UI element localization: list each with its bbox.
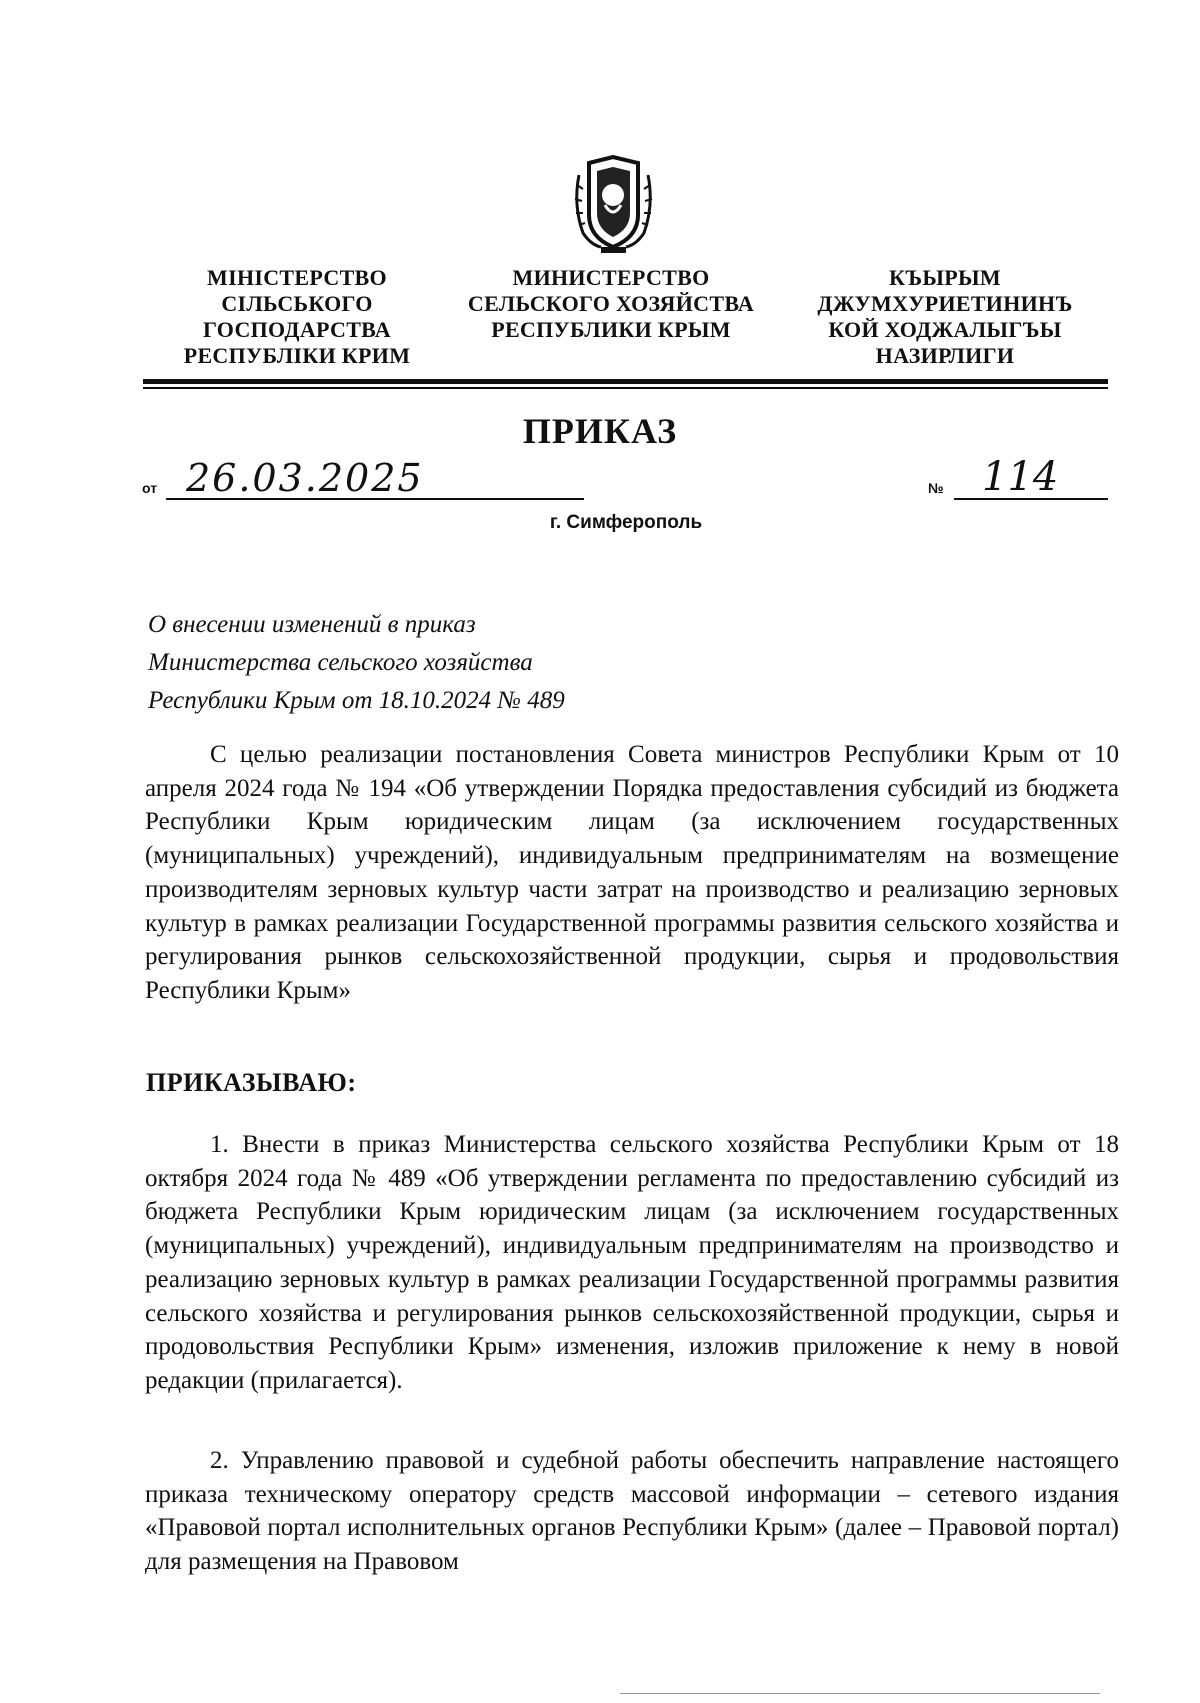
- order-item-2: 2. Управлению правовой и судебной работы обеспечить направление настоящего приказа техническому оператору средств массовой информации – сетевого издания «Правовой портал исполнительных органов Республики Крым» (далее – Правовой портал) для размещения на Правовом: [145, 1447, 1119, 1576]
- date-handwritten: 26.03.2025: [186, 456, 424, 500]
- order-item-1: 1. Внести в приказ Министерства сельского хозяйства Республики Крым от 18 октября 2024 года № 489 «Об утверждении регламента по предоставлению субсидий из бюджета Республики Крым юридическим лицам (за исключением государственных (муниципальных) учреждений), индивидуальным предпринимателям на производство и реализацию зерновых культур в рамках реализации Государственной программы развития сельского хозяйства и регулирования рынков сельскохозяйственной продукции, сырья и продовольствия Республики Крым» изменения, изложив приложение к нему в новой редакции (прилагается).: [145, 1131, 1119, 1394]
- header-divider-thick: [143, 379, 1108, 384]
- crimea-coat-of-arms-icon: [571, 155, 656, 255]
- header-ua-line: МІНІСТЕРСТВО: [207, 265, 387, 290]
- order-heading: ПРИКАЗЫВАЮ:: [146, 1068, 357, 1097]
- header-ukrainian: [147, 265, 447, 369]
- subject-line: Республики Крым от 18.10.2024 № 489: [148, 687, 565, 714]
- header-ru-line: МИНИСТЕРСТВО: [512, 265, 710, 290]
- header-ct-line: ДЖУМХУРИЕТИНИНЪ: [817, 291, 1073, 316]
- date-prefix: от: [142, 480, 158, 496]
- header-ua-line: ГОСПОДАРСТВА: [203, 317, 391, 342]
- header-divider-thin: [143, 387, 1108, 389]
- header-ua-line: РЕСПУБЛІКИ КРИМ: [183, 343, 411, 368]
- header-russian: [461, 265, 761, 343]
- header-ru-line: РЕСПУБЛИКИ КРЫМ: [491, 317, 731, 342]
- subject-line: О внесении изменений в приказ: [148, 611, 476, 638]
- header-ct-line: КЪЫРЫМ: [889, 265, 1001, 290]
- number-prefix: №: [928, 480, 944, 496]
- scan-artifact-line: [620, 1693, 1100, 1694]
- number-handwritten: 114: [982, 454, 1059, 500]
- document-city: г. Симферополь: [549, 512, 703, 533]
- header-crimean-tatar: [795, 265, 1095, 369]
- header-ua-line: СІЛЬСЬКОГО: [221, 291, 373, 316]
- header-ct-line: КОЙ ХОДЖАЛЫГЪЫ: [828, 317, 1062, 342]
- document-title: ПРИКАЗ: [522, 411, 678, 451]
- subject-line: Министерства сельского хозяйства: [148, 649, 533, 676]
- preamble-paragraph: С целью реализации постановления Совета министров Республики Крым от 10 апреля 2024 года № 194 «Об утверждении Порядка предоставления субсидий из бюджета Республики Крым юридическим лицам (за исключением государственных (муниципальных) учреждений), индивидуальным предпринимателям на возмещение производителям зерновых культур части затрат на производство и реализацию зерновых культур в рамках реализации Государственной программы развития сельского хозяйства и регулирования рынков сельскохозяйственной продукции, сырья и продовольствия Республики Крым»: [145, 741, 1119, 1004]
- document-subject: [148, 606, 748, 720]
- header-ct-line: НАЗИРЛИГИ: [875, 343, 1015, 368]
- header-ru-line: СЕЛЬСКОГО ХОЗЯЙСТВА: [467, 291, 755, 316]
